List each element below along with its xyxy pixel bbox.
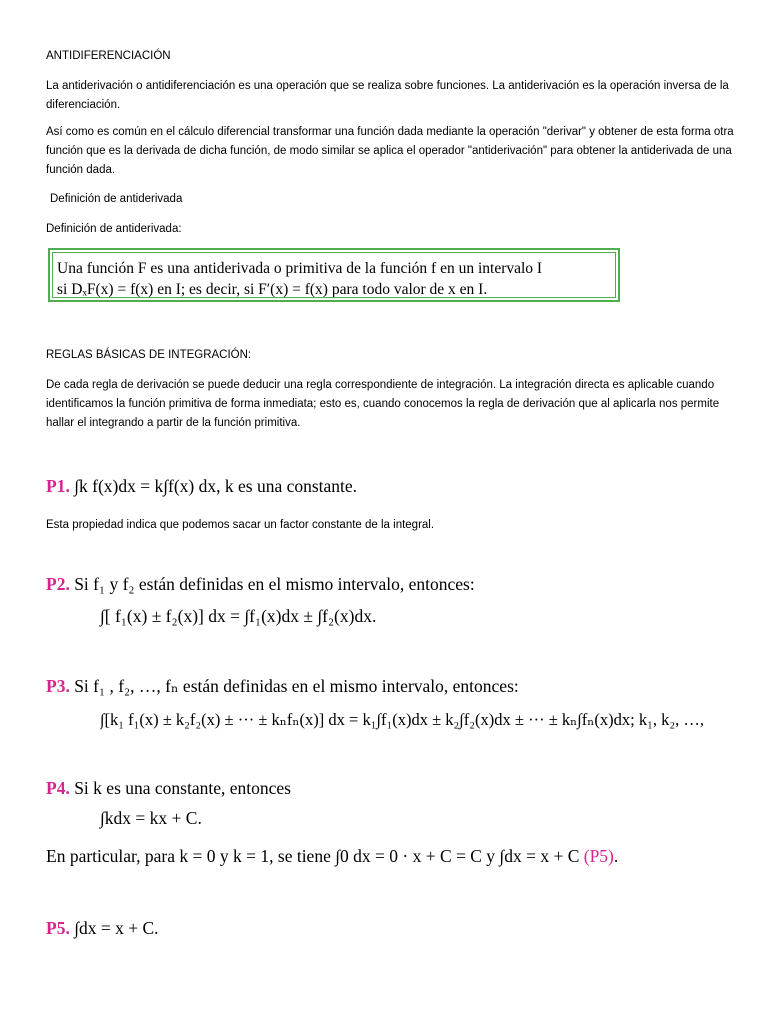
rule-p4-particular-end: . — [613, 846, 619, 866]
rule-p2-text: Si f₁ y f₂ están definidas en el mismo intervalo, entonces: — [74, 574, 475, 594]
definition-heading-1: Definición de antiderivada — [50, 193, 183, 205]
rule-p4-particular — [46, 846, 618, 867]
rule-p4-particular-text: En particular, para k = 0 y k = 1, se tiene ∫0 dx = 0 · x + C = C y ∫dx = x + C — [46, 846, 580, 866]
intro-paragraph-2: Así como es común en el cálculo diferencial transformar una función dada mediante la operación "derivar" y obtener de esta forma otra función que es la derivada de dicha función, de modo similar se aplica el operador "antiderivación" para obtener la antiderivada de una función dada. — [46, 126, 734, 176]
rules-heading: REGLAS BÁSICAS DE INTEGRACIÓN: — [46, 349, 252, 361]
rule-label-p4: P4. — [46, 778, 70, 798]
rule-p4-line-1 — [46, 778, 291, 799]
rule-label-p2: P2. — [46, 574, 70, 594]
definition-box-inner — [52, 252, 616, 298]
definition-heading-2: Definición de antiderivada: — [46, 223, 182, 235]
rule-p5 — [46, 918, 159, 939]
rules-intro-paragraph: De cada regla de derivación se puede deducir una regla correspondiente de integración. La integración directa es aplicable cuando identificamos la función primitiva de forma inmediata; esto es, cuando conocemos la regla de derivación que al aplicarla nos permite hallar el integrando a partir de la función primitiva. — [46, 379, 720, 429]
rule-p4-reference-p5: (P5) — [583, 846, 614, 866]
rule-p3-formula: ∫[k₁ f₁(x) ± k₂f₂(x) ± ··· ± kₙfₙ(x)] dx = k₁∫f₁(x)dx ± k₂∫f₂(x)dx ± ··· ± kₙ∫fₙ(x)dx; k₁, k₂, …, — [100, 710, 704, 729]
rule-p3-text: Si f₁ , f₂, …, fₙ están definidas en el mismo intervalo, entonces: — [74, 676, 519, 696]
rule-p2-formula: ∫[ f₁(x) ± f₂(x)] dx = ∫f₁(x)dx ± ∫f₂(x)dx. — [100, 606, 377, 626]
rule-label-p1: P1. — [46, 476, 70, 496]
rule-label-p3: P3. — [46, 676, 70, 696]
rule-p1-note: Esta propiedad indica que podemos sacar un factor constante de la integral. — [46, 519, 435, 531]
definition-line-2: si DₓF(x) = f(x) en I; es decir, si F′(x) = f(x) para todo valor de x en I. — [57, 281, 488, 298]
rule-p2-line-1 — [46, 574, 475, 595]
rule-p4-text: Si k es una constante, entonces — [74, 778, 291, 798]
rule-p4-formula: ∫kdx = kx + C. — [100, 808, 202, 828]
rule-label-p5: P5. — [46, 918, 70, 938]
rule-p3-line-1 — [46, 676, 519, 697]
rule-p1-formula: ∫k f(x)dx = k∫f(x) dx, k es una constante. — [74, 476, 358, 496]
rule-p5-formula: ∫dx = x + C. — [74, 918, 159, 938]
rule-p1 — [46, 476, 357, 497]
intro-paragraph-1: La antiderivación o antidiferenciación es una operación que se realiza sobre funciones. La antiderivación es la operación inversa de la diferenciación. — [46, 80, 729, 111]
definition-box — [48, 248, 620, 302]
definition-line-1: Una función F es una antiderivada o primitiva de la función f en un intervalo I — [57, 260, 543, 277]
page-title: ANTIDIFERENCIACIÓN — [46, 50, 171, 62]
